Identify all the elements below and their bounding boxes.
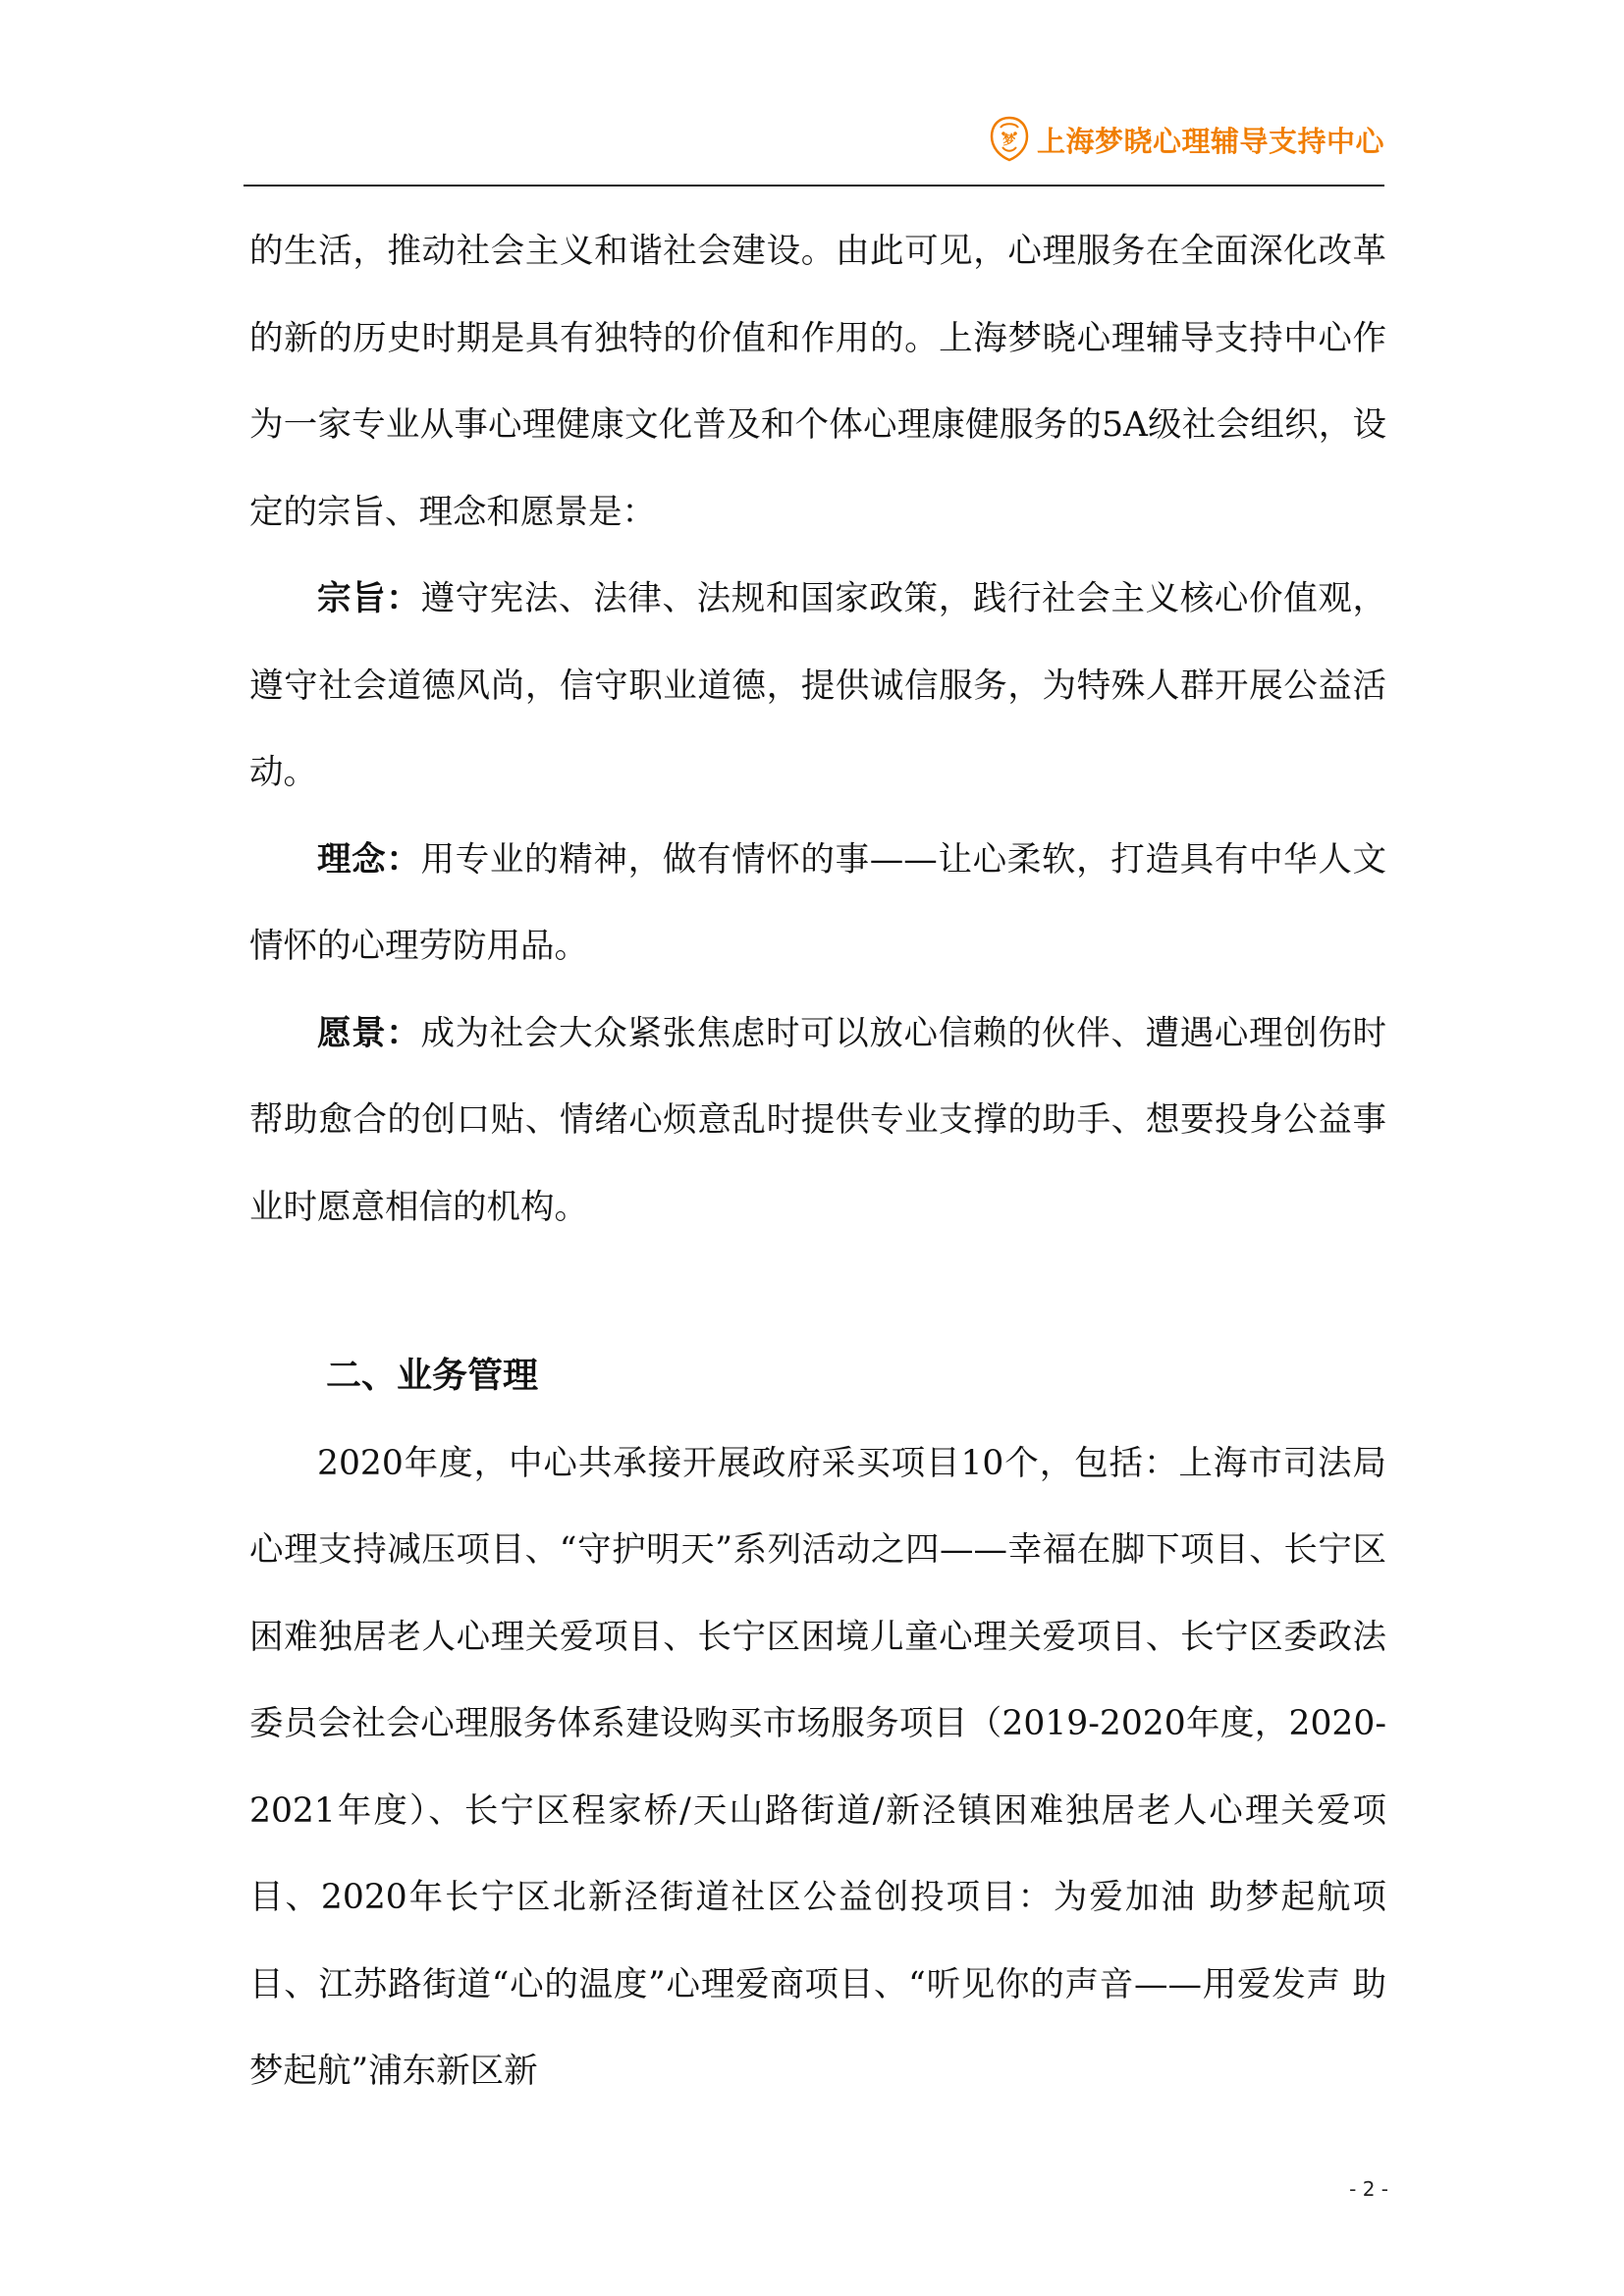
page-header xyxy=(244,108,1384,188)
intro-paragraph: 的生活，推动社会主义和谐社会建设。由此可见，心理服务在全面深化改革的新的历史时期是具有独特的价值和作用的。上海梦晓心理辅导支持中心作为一家专业从事心理健康文化普及和个体心理康健服务的5A级社会组织，设定的宗旨、理念和愿景是： xyxy=(249,232,1386,532)
concept-term: 理念： xyxy=(317,839,421,880)
vision-paragraph xyxy=(249,990,1386,1252)
concept-text: 用专业的精神，做有情怀的事——让心柔软，打造具有中华人文情怀的心理劳防用品。 xyxy=(249,839,1387,966)
org-name: 上海梦晓心理辅导支持中心 xyxy=(1036,124,1384,158)
vision-term: 愿景： xyxy=(317,1013,421,1053)
svg-text:梦: 梦 xyxy=(1002,133,1016,148)
section-heading: 二、业务管理 xyxy=(326,1356,539,1396)
header-divider xyxy=(244,185,1384,187)
vision-text: 成为社会大众紧张焦虑时可以放心信赖的伙伴、遭遇心理创伤时帮助愈合的创口贴、情绪心烦意乱时提供专业支撑的助手、想要投身公益事业时愿意相信的机构。 xyxy=(249,1013,1386,1227)
purpose-text: 遵守宪法、法律、法规和国家政策，践行社会主义核心价值观，遵守社会道德风尚，信守职业道德，提供诚信服务，为特殊人群开展公益活动。 xyxy=(249,579,1386,792)
org-logo xyxy=(988,114,1384,165)
concept-paragraph xyxy=(249,817,1386,990)
document-body xyxy=(249,208,1386,2115)
page-number: - 2 - xyxy=(1349,2177,1388,2201)
mengxiao-logo-icon xyxy=(988,114,1031,165)
section-body-paragraph: 2020年度，中心共承接开展政府采买项目10个，包括：上海市司法局心理支持减压项目、“守护明天”系列活动之四——幸福在脚下项目、长宁区困难独居老人心理关爱项目、长宁区困境儿童心理关爱项目、长宁区委政法委员会社会心理服务体系建设购买市场服务项目（2019-2020年度，2020-2021年度）、长宁区程家桥/天山路街道/新泾镇困难独居老人心理关爱项目、2020年长宁区北新泾街道社区公益创投项目：为爱加油 助梦起航项目、江苏路街道“心的温度”心理爱商项目、“听见你的声音——用爱发声 助梦起航”浦东新区新 xyxy=(249,1443,1386,2091)
purpose-term: 宗旨： xyxy=(317,579,421,618)
purpose-paragraph xyxy=(249,556,1386,817)
